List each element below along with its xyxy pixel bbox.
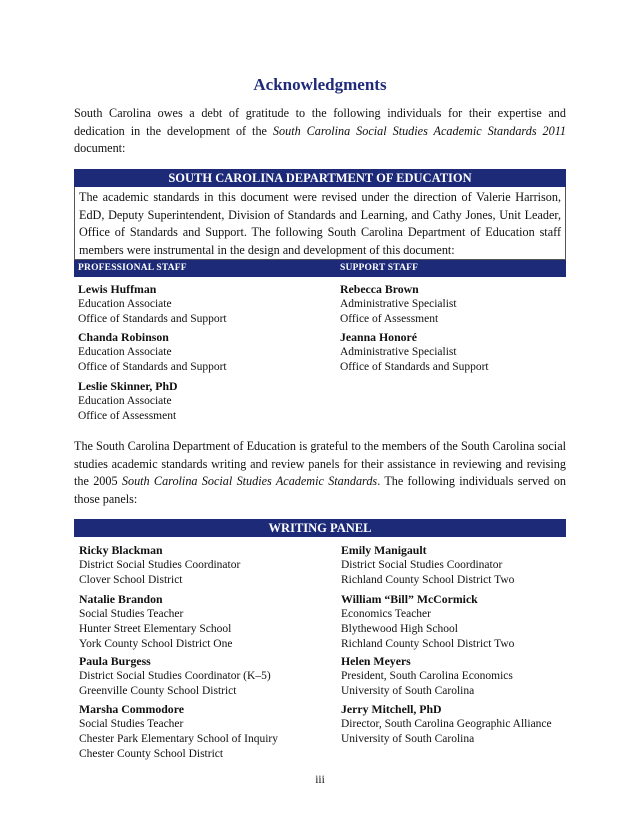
member-line: Chester Park Elementary School of Inquiry [79,733,278,745]
staff-title: Education Associate [78,298,172,310]
panel-member [79,702,278,762]
staff-name: Lewis Huffman [78,282,157,296]
panel-member [341,702,552,747]
panel-member [341,592,514,652]
support-staff-header: SUPPORT STAFF [340,263,419,273]
member-line: Economics Teacher [341,608,431,620]
member-name: Emily Manigault [341,543,427,557]
staff-entry [78,330,227,375]
staff-name: Rebecca Brown [340,282,419,296]
member-line: Chester County School District [79,748,224,760]
member-name: Marsha Commodore [79,702,184,716]
panel-member [79,654,271,699]
sde-description: The academic standards in this document were revised under the direction of Valerie Harrison, EdD, Deputy Superintendent, Division of Standards and Learning, and Cathy Jones, Unit Leader, Office of Standards and Support. The following South Carolina Department of Education staff members were instrumental in the design and development of this document: [79,190,561,257]
member-line: Richland County School District Two [341,638,515,650]
member-name: Ricky Blackman [79,543,163,557]
writing-panel-heading-bar: WRITING PANEL [74,519,566,537]
member-line: York County School District One [79,638,233,650]
page-number: iii [315,774,325,786]
member-line: University of South Carolina [341,733,475,745]
member-name: Paula Burgess [79,654,151,668]
panel-member [341,654,513,699]
member-name: Helen Meyers [341,654,411,668]
staff-title: Education Associate [78,346,172,358]
intro-document-title: South Carolina Social Studies Academic Standards 2011 [272,123,566,138]
member-line: Hunter Street Elementary School [79,623,232,635]
panel-member [79,592,232,652]
sde-heading-bar: SOUTH CAROLINA DEPARTMENT OF EDUCATION [74,169,566,187]
page-title: Acknowledgments [253,75,387,94]
member-name: Natalie Brandon [79,592,163,606]
staff-entry [78,379,178,424]
staff-name: Leslie Skinner, PhD [78,379,178,393]
staff-title: Education Associate [78,395,172,407]
staff-entry [78,282,227,327]
member-line: District Social Studies Coordinator (K–5) [79,670,271,682]
member-line: Blythewood High School [341,623,458,635]
member-line: District Social Studies Coordinator [341,559,503,571]
professional-staff-header: PROFESSIONAL STAFF [78,263,187,273]
staff-column-headers [74,260,566,277]
staff-name: Jeanna Honoré [340,330,418,344]
member-line: President, South Carolina Economics [341,670,513,682]
intro-text: South Carolina owes a debt of gratitude to the following individuals for their expertise and dedication in the development of the [74,106,566,138]
staff-office: Office of Assessment [78,410,177,422]
member-line: Richland County School District Two [341,574,515,586]
panels-document-title: South Carolina Social Studies Academic Standards [121,474,378,489]
staff-title: Administrative Specialist [340,298,457,310]
sde-description-box [74,187,566,260]
panels-text-end: . The following individuals served on those panels: [74,474,567,506]
member-line: Clover School District [79,574,183,586]
staff-office: Office of Standards and Support [78,361,227,373]
panel-member [341,543,514,588]
intro-paragraph [74,105,566,158]
member-line: University of South Carolina [341,685,475,697]
member-line: Director, South Carolina Geographic Alliance [341,718,552,730]
panels-paragraph [74,438,566,508]
staff-office: Office of Standards and Support [340,361,489,373]
member-line: Social Studies Teacher [79,718,184,730]
staff-entry [340,282,457,327]
member-line: Greenville County School District [79,685,237,697]
panel-member [79,543,240,588]
staff-office: Office of Standards and Support [78,313,227,325]
staff-entry [340,330,489,375]
member-line: Social Studies Teacher [79,608,184,620]
staff-name: Chanda Robinson [78,330,169,344]
member-name: Jerry Mitchell, PhD [341,702,442,716]
staff-office: Office of Assessment [340,313,439,325]
member-line: District Social Studies Coordinator [79,559,241,571]
member-name: William “Bill” McCormick [341,592,478,606]
intro-text-end: document: [74,141,126,156]
panels-text: The South Carolina Department of Education is grateful to the members of the South Carolina social studies academic standards writing and review panels for their assistance in reviewing and revising the 2005 [74,439,566,489]
staff-title: Administrative Specialist [340,346,457,358]
